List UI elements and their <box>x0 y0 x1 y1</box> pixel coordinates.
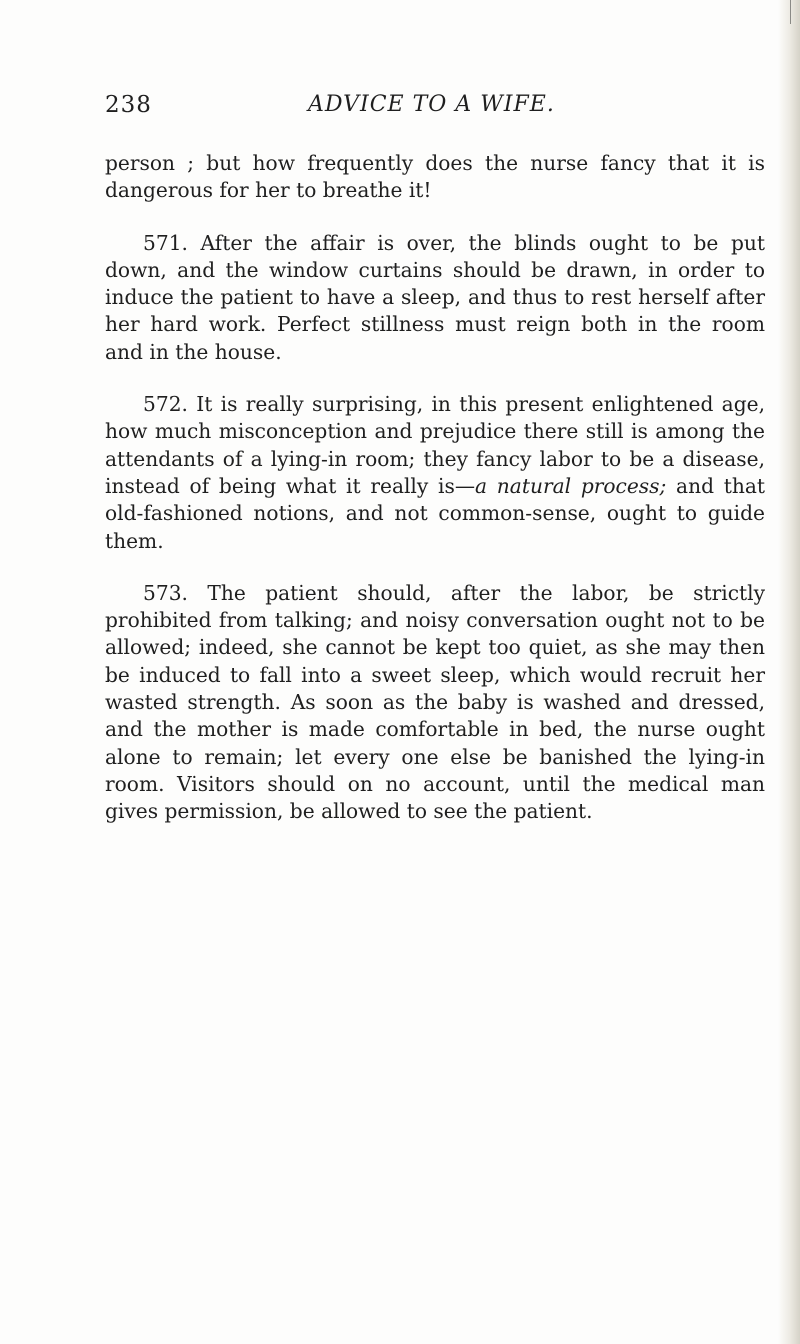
paragraph-571: 571. After the affair is over, the blinds ought to be put down, and the window curtains should be drawn, in order to induce the patient to have a sleep, and thus to rest herself after her hard work. Perfect stillness must reign both in the room and in the house. <box>105 230 765 364</box>
page-edge-shadow <box>778 0 800 1344</box>
paragraph-continuation: person ; but how frequently does the nurse fancy that it is dangerous for her to breathe it! <box>105 151 765 203</box>
italic-phrase: a natural process; <box>475 473 667 498</box>
paragraph-573: 573. The patient should, after the labor, be strictly prohibited from talking; and noisy conversation ought not to be allowed; indeed, she cannot be kept too quiet, as she may then be induced to fall into a sweet sleep, which would recruit her wasted strength. As soon as the baby is washed and dressed, and the mother is made comfortable in bed, the nurse ought alone to remain; let every one else be banished the lying-in room. Visitors should on no account, until the medical man gives permission, be allowed to see the patient. <box>105 580 765 824</box>
page-header <box>105 92 765 122</box>
body-text <box>105 150 765 826</box>
paragraph-572-text-end: and that old-fashioned notions, and not common-sense, ought to guide them. <box>105 473 766 553</box>
page-number: 238 <box>105 92 152 118</box>
paragraph-572 <box>105 391 765 555</box>
page-edge-line <box>790 0 791 24</box>
running-title: ADVICE TO A WIFE. <box>308 92 555 117</box>
paragraph-572-text: 572. It is really surprising, in this present enlightened age, how much misconception and prejudice there still is among the attendants of a lying-in room; they fancy labor to be a disease, instead of being what it really is— <box>105 392 765 498</box>
